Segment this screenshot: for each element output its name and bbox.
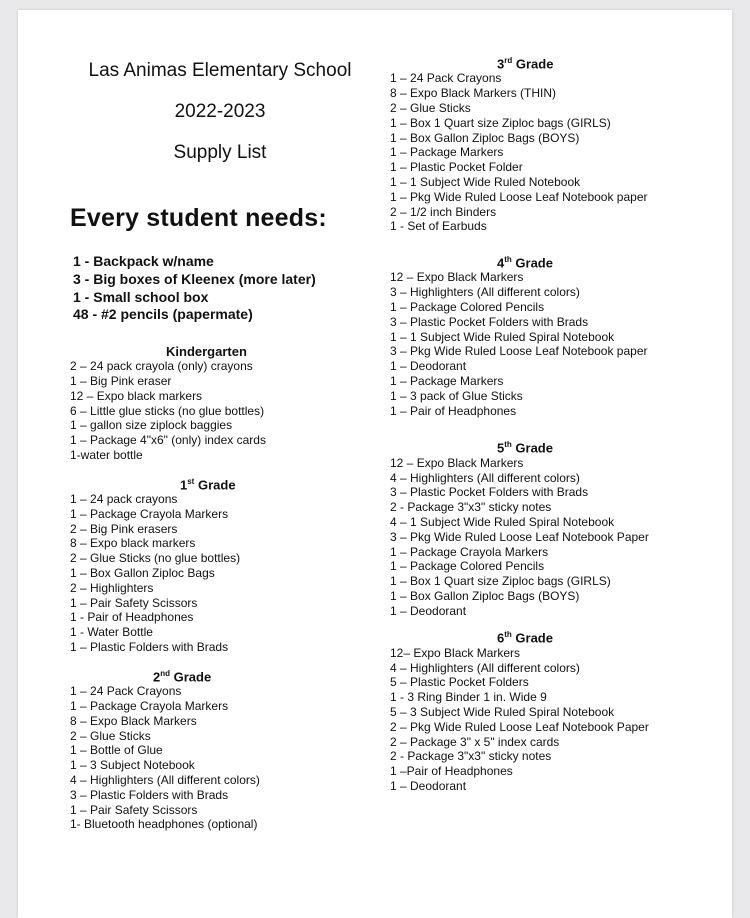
grade-word: Grade xyxy=(512,56,554,72)
supply-item: 2 – Pkg Wide Ruled Loose Leaf Notebook Paper xyxy=(390,719,649,734)
first-grade-heading xyxy=(70,477,390,492)
sixth-grade-section xyxy=(390,630,720,793)
supply-item: 1 – Pair Safety Scissors xyxy=(70,595,198,610)
supply-item: 2 – Big Pink erasers xyxy=(70,521,178,536)
supply-item: 3 – Highlighters (All different colors) xyxy=(390,285,580,300)
second-grade-list xyxy=(70,684,390,832)
supply-item: 1 – 24 pack crayons xyxy=(70,492,178,507)
supply-item: 1 – Package Colored Pencils xyxy=(390,559,545,574)
supply-item: 1 – 3 pack of Glue Sticks xyxy=(390,388,523,403)
supply-item: 2 – Glue Sticks xyxy=(70,728,151,743)
supply-item: 2 - Package 3"x3" sticky notes xyxy=(390,749,552,764)
kindergarten-list xyxy=(70,359,390,463)
every-student-title: Every student needs: xyxy=(70,204,327,232)
supply-item: 3 – Pkg Wide Ruled Loose Leaf Notebook paper xyxy=(390,344,648,359)
page-title: Supply List xyxy=(173,142,267,163)
supply-item: 1 – 24 Pack Crayons xyxy=(70,684,182,699)
supply-item: 1 – Package Crayola Markers xyxy=(70,506,229,521)
supply-item: 1 – Package Colored Pencils xyxy=(390,300,545,315)
supply-item: 1 – Box Gallon Ziploc Bags xyxy=(70,566,215,581)
supply-item: 5 – 3 Subject Wide Ruled Spiral Notebook xyxy=(390,705,615,719)
supply-item: 12 – Expo black markers xyxy=(70,388,203,403)
supply-item: 2 - Package 3"x3" sticky notes xyxy=(390,500,552,515)
supply-item: 1 – Pair of Headphones xyxy=(390,403,517,418)
fourth-grade-heading xyxy=(390,255,720,270)
grade-word: Grade xyxy=(511,440,553,456)
supply-item: 1 – 24 Pack Crayons xyxy=(390,71,502,86)
sixth-grade-list xyxy=(390,646,720,794)
supply-item: 1 – Big Pink eraser xyxy=(70,373,172,388)
supply-item: 3 – Plastic Folders with Brads xyxy=(70,787,229,802)
supply-item: 1 – 1 Subject Wide Ruled Notebook xyxy=(390,174,581,189)
supply-item: 2 – Package 3" x 5" index cards xyxy=(390,734,560,749)
supply-item: 1 – Box Gallon Ziploc Bags (BOYS) xyxy=(390,130,580,145)
grade-number: 5 xyxy=(497,440,505,456)
supply-item: 1 – Bottle of Glue xyxy=(70,743,163,758)
supply-item: 1 – Box 1 Quart size Ziploc bags (GIRLS) xyxy=(390,574,611,589)
supply-item: 1 – Plastic Pocket Folder xyxy=(390,160,523,175)
supply-item: 1 - 3 Ring Binder 1 in. Wide 9 xyxy=(390,690,547,705)
grade-ordinal: nd xyxy=(160,668,171,678)
every-student-item: 48 - #2 pencils (papermate) xyxy=(73,306,253,323)
grade-number: 1 xyxy=(180,477,188,493)
supply-item: 1 – Package Markers xyxy=(390,145,504,160)
supply-item: 1 – 3 Subject Notebook xyxy=(70,758,195,773)
supply-item: 12 – Expo Black Markers xyxy=(390,455,524,470)
supply-item: 1 – Deodorant xyxy=(390,778,467,793)
supply-item: 1 - Pair of Headphones xyxy=(70,610,194,625)
every-student-item: 3 - Big boxes of Kleenex (more later) xyxy=(73,270,316,287)
grade-word: Grade xyxy=(194,477,236,493)
grade-ordinal: th xyxy=(504,630,512,640)
supply-item: 2 – 1/2 inch Binders xyxy=(390,204,497,219)
supply-item: 8 – Expo black markers xyxy=(70,536,196,551)
every-student-list xyxy=(73,253,390,324)
supply-item: 2 – Glue Sticks (no glue bottles) xyxy=(70,551,241,566)
grade-number: 6 xyxy=(497,630,505,646)
supply-item: 8 – Expo Black Markers xyxy=(70,713,197,728)
second-grade-heading xyxy=(70,669,390,684)
third-grade-section xyxy=(390,56,720,234)
supply-item: 3 – Pkg Wide Ruled Loose Leaf Notebook Paper xyxy=(390,529,649,544)
supply-item: 6 – Little glue sticks (no glue bottles) xyxy=(70,403,265,418)
supply-item: 1 – Box Gallon Ziploc Bags (BOYS) xyxy=(390,588,580,603)
supply-item: 1 – Pkg Wide Ruled Loose Leaf Notebook paper xyxy=(390,189,648,204)
supply-item: 2 – Highlighters xyxy=(70,580,154,595)
supply-item: 3 – Plastic Pocket Folders with Brads xyxy=(390,314,589,329)
supply-item: 1 – gallon size ziplock baggies xyxy=(70,418,233,433)
right-column xyxy=(390,56,720,794)
supply-item: 1 – 1 Subject Wide Ruled Spiral Notebook xyxy=(390,329,615,344)
supply-item: 1- Bluetooth headphones (optional) xyxy=(70,817,258,832)
supply-item: 1 –Pair of Headphones xyxy=(390,764,513,779)
grade-number: 2 xyxy=(153,669,161,685)
grade-number: Kindergarten xyxy=(166,344,247,360)
grade-ordinal: th xyxy=(504,255,512,265)
grade-ordinal: rd xyxy=(504,56,513,65)
grade-ordinal: st xyxy=(187,476,195,486)
supply-item: 4 – Highlighters (All different colors) xyxy=(390,470,580,485)
supply-item: 3 – Plastic Pocket Folders with Brads xyxy=(390,485,589,500)
grade-word: Grade xyxy=(511,630,553,646)
grade-number: 3 xyxy=(497,56,505,72)
grade-ordinal: th xyxy=(504,440,512,450)
fifth-grade-heading xyxy=(390,440,720,455)
supply-item: 1-water bottle xyxy=(70,447,143,462)
supply-item: 12– Expo Black Markers xyxy=(390,645,521,660)
third-grade-heading xyxy=(390,56,720,71)
supply-item: 12 – Expo Black Markers xyxy=(390,270,524,285)
fourth-grade-section xyxy=(390,255,720,418)
supply-item: 1 – Package 4"x6" (only) index cards xyxy=(70,433,266,448)
supply-item: 1 – Package Crayola Markers xyxy=(390,544,549,559)
sixth-grade-heading xyxy=(390,630,720,645)
supply-item: 1 – Deodorant xyxy=(390,603,467,618)
kindergarten-heading xyxy=(70,344,390,359)
fifth-grade-section xyxy=(390,440,720,618)
supply-item: 1 - Set of Earbuds xyxy=(390,219,487,234)
grade-number: 4 xyxy=(497,255,505,271)
first-grade-section xyxy=(70,477,390,655)
second-grade-section xyxy=(70,669,390,832)
supply-item: 4 – 1 Subject Wide Ruled Spiral Notebook xyxy=(390,514,615,529)
left-column xyxy=(70,56,390,832)
supply-item: 5 – Plastic Pocket Folders xyxy=(390,675,529,690)
supply-item: 4 – Highlighters (All different colors) xyxy=(70,772,260,787)
third-grade-list xyxy=(390,71,720,234)
supply-item: 1 – Box 1 Quart size Ziploc bags (GIRLS) xyxy=(390,115,611,130)
first-grade-list xyxy=(70,492,390,655)
fourth-grade-list xyxy=(390,270,720,418)
every-student-item: 1 - Small school box xyxy=(73,288,209,305)
supply-item: 2 – 24 pack crayola (only) crayons xyxy=(70,359,253,374)
school-name: Las Animas Elementary School xyxy=(88,60,352,81)
supply-list-page xyxy=(18,10,732,918)
supply-item: 4 – Highlighters (All different colors) xyxy=(390,660,580,675)
supply-item: 2 – Glue Sticks xyxy=(390,100,471,115)
supply-item: 1 – Package Markers xyxy=(390,374,504,388)
supply-item: 8 – Expo Black Markers (THIN) xyxy=(390,86,557,101)
supply-item: 1 – Deodorant xyxy=(390,359,467,374)
grade-word: Grade xyxy=(170,669,212,685)
every-student-item: 1 - Backpack w/name xyxy=(73,253,214,269)
supply-item: 1 – Plastic Folders with Brads xyxy=(70,640,229,655)
supply-item: 1 – Pair Safety Scissors xyxy=(70,802,198,817)
fifth-grade-list xyxy=(390,456,720,619)
supply-item: 1 – Package Crayola Markers xyxy=(70,698,229,713)
grade-word: Grade xyxy=(511,255,553,271)
school-year: 2022-2023 xyxy=(174,101,266,122)
kindergarten-section xyxy=(70,344,390,463)
supply-item: 1 - Water Bottle xyxy=(70,625,153,640)
